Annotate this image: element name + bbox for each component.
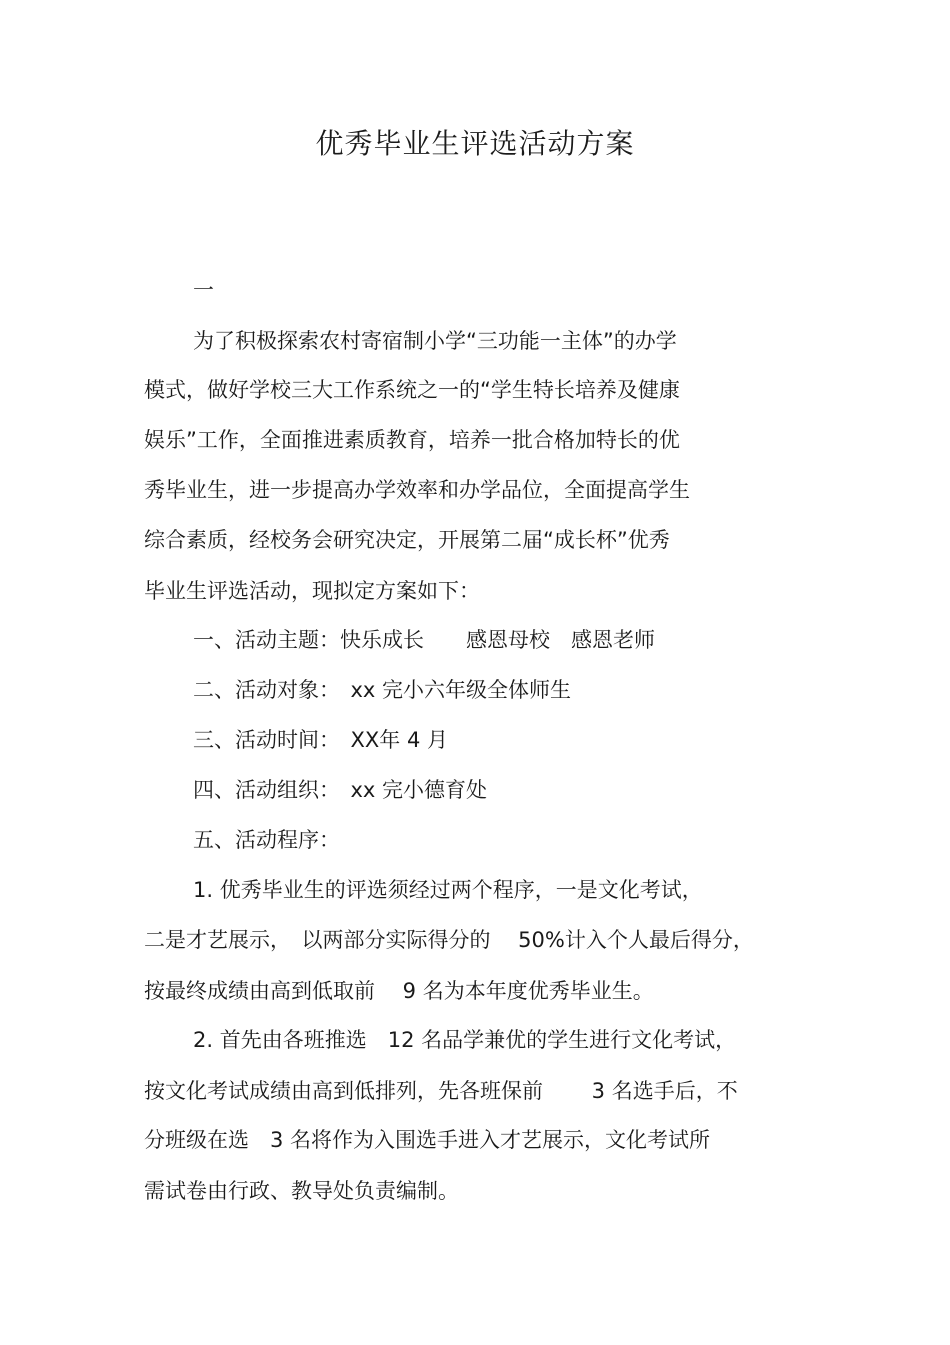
paragraph-line: 按最终成绩由高到低取前 9 名为本年度优秀毕业生。 xyxy=(144,979,654,1003)
procedure-step-2: 2. 首先由各班推选 12 名品学兼优的学生进行文化考试， xyxy=(193,1028,737,1052)
paragraph-line: 秀毕业生，进一步提高办学效率和办学品位，全面提高学生 xyxy=(144,478,690,502)
paragraph-line: 综合素质，经校务会研究决定，开展第二届“成长杯”优秀 xyxy=(144,528,670,552)
procedure-step-1: 1. 优秀毕业生的评选须经过两个程序，一是文化考试， xyxy=(193,878,703,902)
paragraph-line: 为了积极探索农村寄宿制小学“三功能一主体”的办学 xyxy=(193,329,677,353)
list-item-theme: 一、活动主题：快乐成长 感恩母校 感恩老师 xyxy=(193,628,655,652)
list-item-time: 三、活动时间： XX年 4 月 xyxy=(193,728,448,752)
paragraph-line: 需试卷由行政、教导处负责编制。 xyxy=(144,1179,459,1203)
document-title: 优秀毕业生评选活动方案 xyxy=(315,127,635,160)
paragraph-line: 二是才艺展示， 以两部分实际得分的 50%计入个人最后得分， xyxy=(144,928,754,952)
list-item-organizer: 四、活动组织： xx 完小德育处 xyxy=(193,778,488,802)
paragraph-line: 娱乐”工作，全面推进素质教育，培养一批合格加特长的优 xyxy=(144,428,680,452)
section-marker: 一 xyxy=(193,278,214,302)
paragraph-line: 模式，做好学校三大工作系统之一的“学生特长培养及健康 xyxy=(144,378,680,402)
paragraph-line: 分班级在选 3 名将作为入围选手进入才艺展示，文化考试所 xyxy=(144,1128,711,1152)
list-item-target: 二、活动对象： xx 完小六年级全体师生 xyxy=(193,678,572,702)
list-item-procedure: 五、活动程序： xyxy=(193,828,340,852)
paragraph-line: 按文化考试成绩由高到低排列，先各班保前 3 名选手后，不 xyxy=(144,1079,738,1103)
paragraph-line: 毕业生评选活动，现拟定方案如下： xyxy=(144,579,480,603)
